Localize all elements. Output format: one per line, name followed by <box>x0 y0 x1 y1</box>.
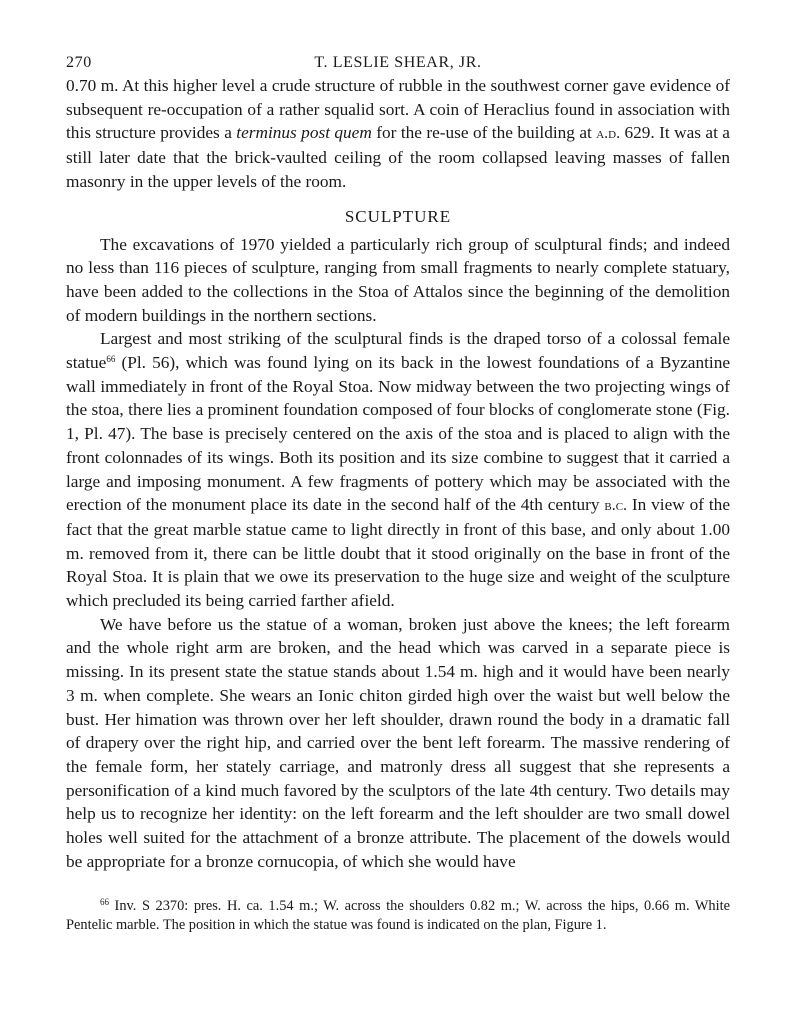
era-abbreviation-bc: b.c. <box>604 497 628 515</box>
latin-term: terminus post quem <box>236 123 372 143</box>
para2-text-2: (Pl. 56), which was found lying on its back in the lowest foundations of a Byzantine wall immediately in front of the Royal Stoa. Now midway between the two projecting wings of the stoa, there lies a prominent foundation composed of four blocks of conglomerate stone (Fig. 1, Pl. 47). The base is precisely centered on the axis of the stoa and is placed to align with the front colonnades of its wings. Both its position and its size combine to suggest that it carried a large and imposing monument. A few fragments of pottery which may be associated with the erection of the monument place its date in the second half of the 4th century <box>66 353 730 515</box>
intro-text-2: for the re-use of the building at <box>371 123 597 143</box>
para2-text-3: In view of the fact that the great marble statue came to light directly in front of this base, and only about 1.00 m. removed from it, there can be little doubt that it stood originally on the base in front of the Royal Stoa. It is plain that we owe its preservation to the huge size and weight of the sculpture which precluded its being carried farther afield. <box>66 495 730 611</box>
page <box>66 44 730 950</box>
era-abbreviation-ad: a.d. <box>596 125 621 143</box>
page-number: 270 <box>66 54 92 71</box>
running-title: T. LESLIE SHEAR, JR. <box>314 54 482 71</box>
body-paragraph-1: The excavations of 1970 yielded a particularly rich group of sculptural finds; and indeed no less than 116 pieces of sculpture, ranging from small fragments to nearly complete statuary, have been added to the collections in the Stoa of Attalos since the beginning of the demolition of modern buildings in the northern sections. <box>66 234 730 325</box>
footnote-number: 66 <box>100 896 109 907</box>
running-header <box>66 44 730 74</box>
intro-paragraph <box>66 74 730 194</box>
footnote-reference[interactable]: 66 <box>106 354 116 365</box>
intro-text-1: 0.70 m. At this higher level a crude structure of rubble in the southwest corner gave evidence of subsequent re-occupation of a rather squalid sort. A coin of Heraclius found in association with this structure provides a <box>66 76 730 143</box>
para2-text-1: Largest and most striking of the sculptural finds is the draped torso of a colossal female statue <box>66 329 730 373</box>
section-heading: SCULPTURE <box>344 206 452 226</box>
body-paragraph-2 <box>66 327 730 612</box>
footnote-text: Inv. S 2370: pres. H. ca. 1.54 m.; W. across the shoulders 0.82 m.; W. across the hips, 0.66 m. White Pentelic marble. The position in which the statue was found is indicated on the plan, Figure 1. <box>66 897 730 933</box>
intro-text-3: 629. It was at a still later date that the brick-vaulted ceiling of the room collapsed leaving masses of fallen masonry in the upper levels of the room. <box>66 123 730 191</box>
footnote <box>66 897 730 936</box>
body-paragraph-3: We have before us the statue of a woman, broken just above the knees; the left forearm and the whole right arm are broken, and the head which was carved in a separate piece is missing. In its present state the statue stands about 1.54 m. high and it would have been nearly 3 m. when complete. She wears an Ionic chiton girded high over the waist but well below the bust. Her himation was thrown over her left shoulder, drawn round the body in a dramatic fall of drapery over the right hip, and carried over the bent left forearm. The massive rendering of the female form, her stately carriage, and matronly dress all suggest that she represents a personification of a kind much favored by the sculptors of the late 4th century. Two details may help us to recognize her identity: on the left forearm and the left shoulder are two small dowel holes well suited for the attachment of a bronze attribute. The placement of the dowels would be appropriate for a bronze cornucopia, of which she would have <box>66 614 730 871</box>
